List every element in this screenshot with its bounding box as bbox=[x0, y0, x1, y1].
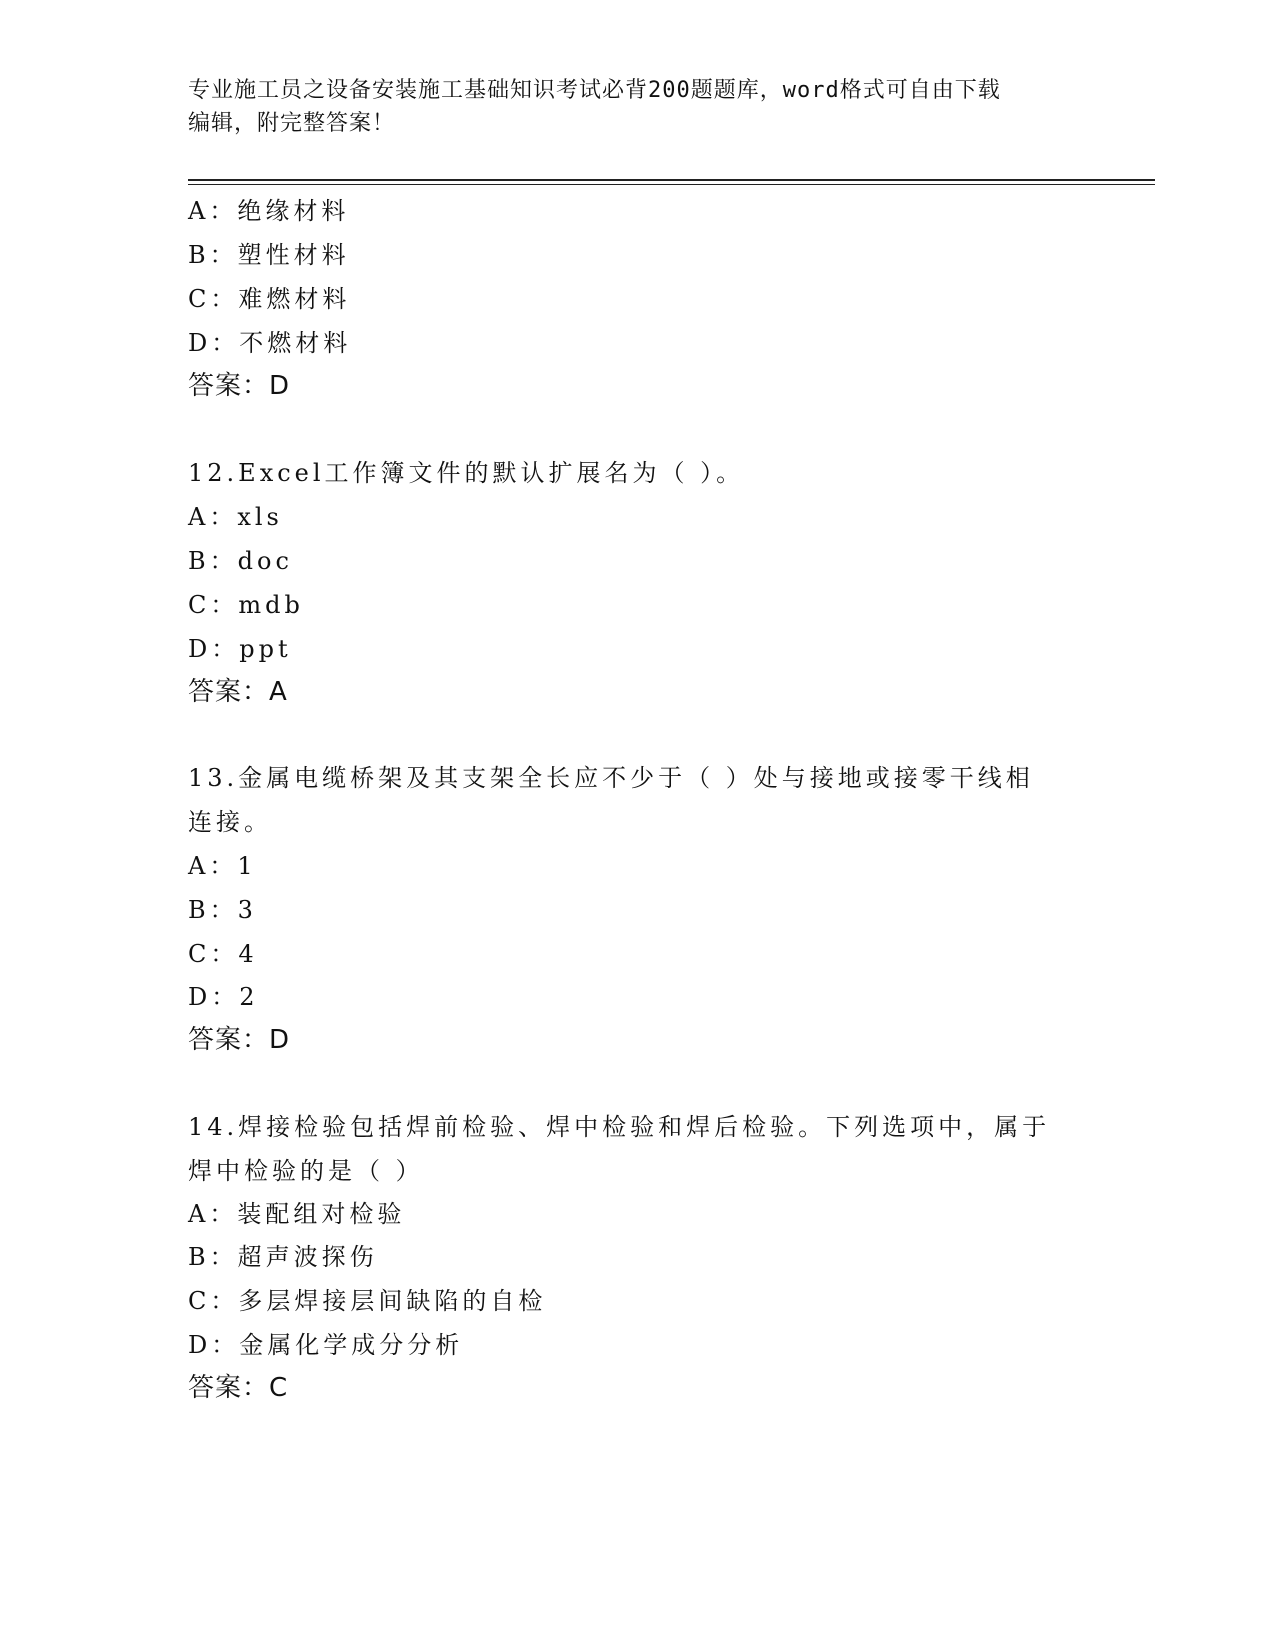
q14-answer: 答案：C bbox=[188, 1373, 289, 1403]
q11-option-a: A：绝缘材料 bbox=[188, 197, 350, 225]
q13-option-b: B：3 bbox=[188, 896, 257, 924]
q14-stem-line-2: 焊中检验的是（ ） bbox=[188, 1157, 424, 1185]
header-line-2: 编辑，附完整答案！ bbox=[188, 111, 396, 136]
q13-option-c: C：4 bbox=[188, 940, 258, 968]
header-divider-top bbox=[188, 179, 1155, 181]
q13-answer: 答案：D bbox=[188, 1025, 291, 1055]
document-header bbox=[188, 74, 1068, 140]
q14-option-d: D：金属化学成分分析 bbox=[188, 1331, 464, 1359]
q12-stem: 12.Excel工作簿文件的默认扩展名为（ ）。 bbox=[188, 459, 745, 487]
q12-option-a: A：xls bbox=[188, 503, 283, 531]
q14-option-c: C：多层焊接层间缺陷的自检 bbox=[188, 1287, 547, 1315]
q14-option-b: B：超声波探伤 bbox=[188, 1243, 378, 1271]
header-divider-bottom bbox=[188, 184, 1155, 185]
q11-answer: 答案：D bbox=[188, 371, 291, 401]
q12-option-c: C：mdb bbox=[188, 591, 304, 619]
q13-stem-line-2: 连接。 bbox=[188, 808, 272, 836]
header-line-1: 专业施工员之设备安装施工基础知识考试必背200题题库，word格式可自由下载 bbox=[188, 78, 1001, 103]
q12-answer: 答案：A bbox=[188, 677, 288, 707]
q14-option-a: A：装配组对检验 bbox=[188, 1200, 406, 1228]
q11-option-d: D：不燃材料 bbox=[188, 329, 352, 357]
q11-option-b: B：塑性材料 bbox=[188, 241, 350, 269]
q12-option-b: B：doc bbox=[188, 547, 293, 575]
q11-option-c: C：难燃材料 bbox=[188, 285, 351, 313]
q13-option-a: A：1 bbox=[188, 852, 257, 880]
q13-option-d: D：2 bbox=[188, 983, 259, 1011]
q13-stem-line-1: 13.金属电缆桥架及其支架全长应不少于（ ）处与接地或接零干线相 bbox=[188, 764, 1034, 792]
q12-option-d: D：ppt bbox=[188, 635, 292, 663]
q14-stem-line-1: 14.焊接检验包括焊前检验、焊中检验和焊后检验。下列选项中，属于 bbox=[188, 1113, 1051, 1141]
